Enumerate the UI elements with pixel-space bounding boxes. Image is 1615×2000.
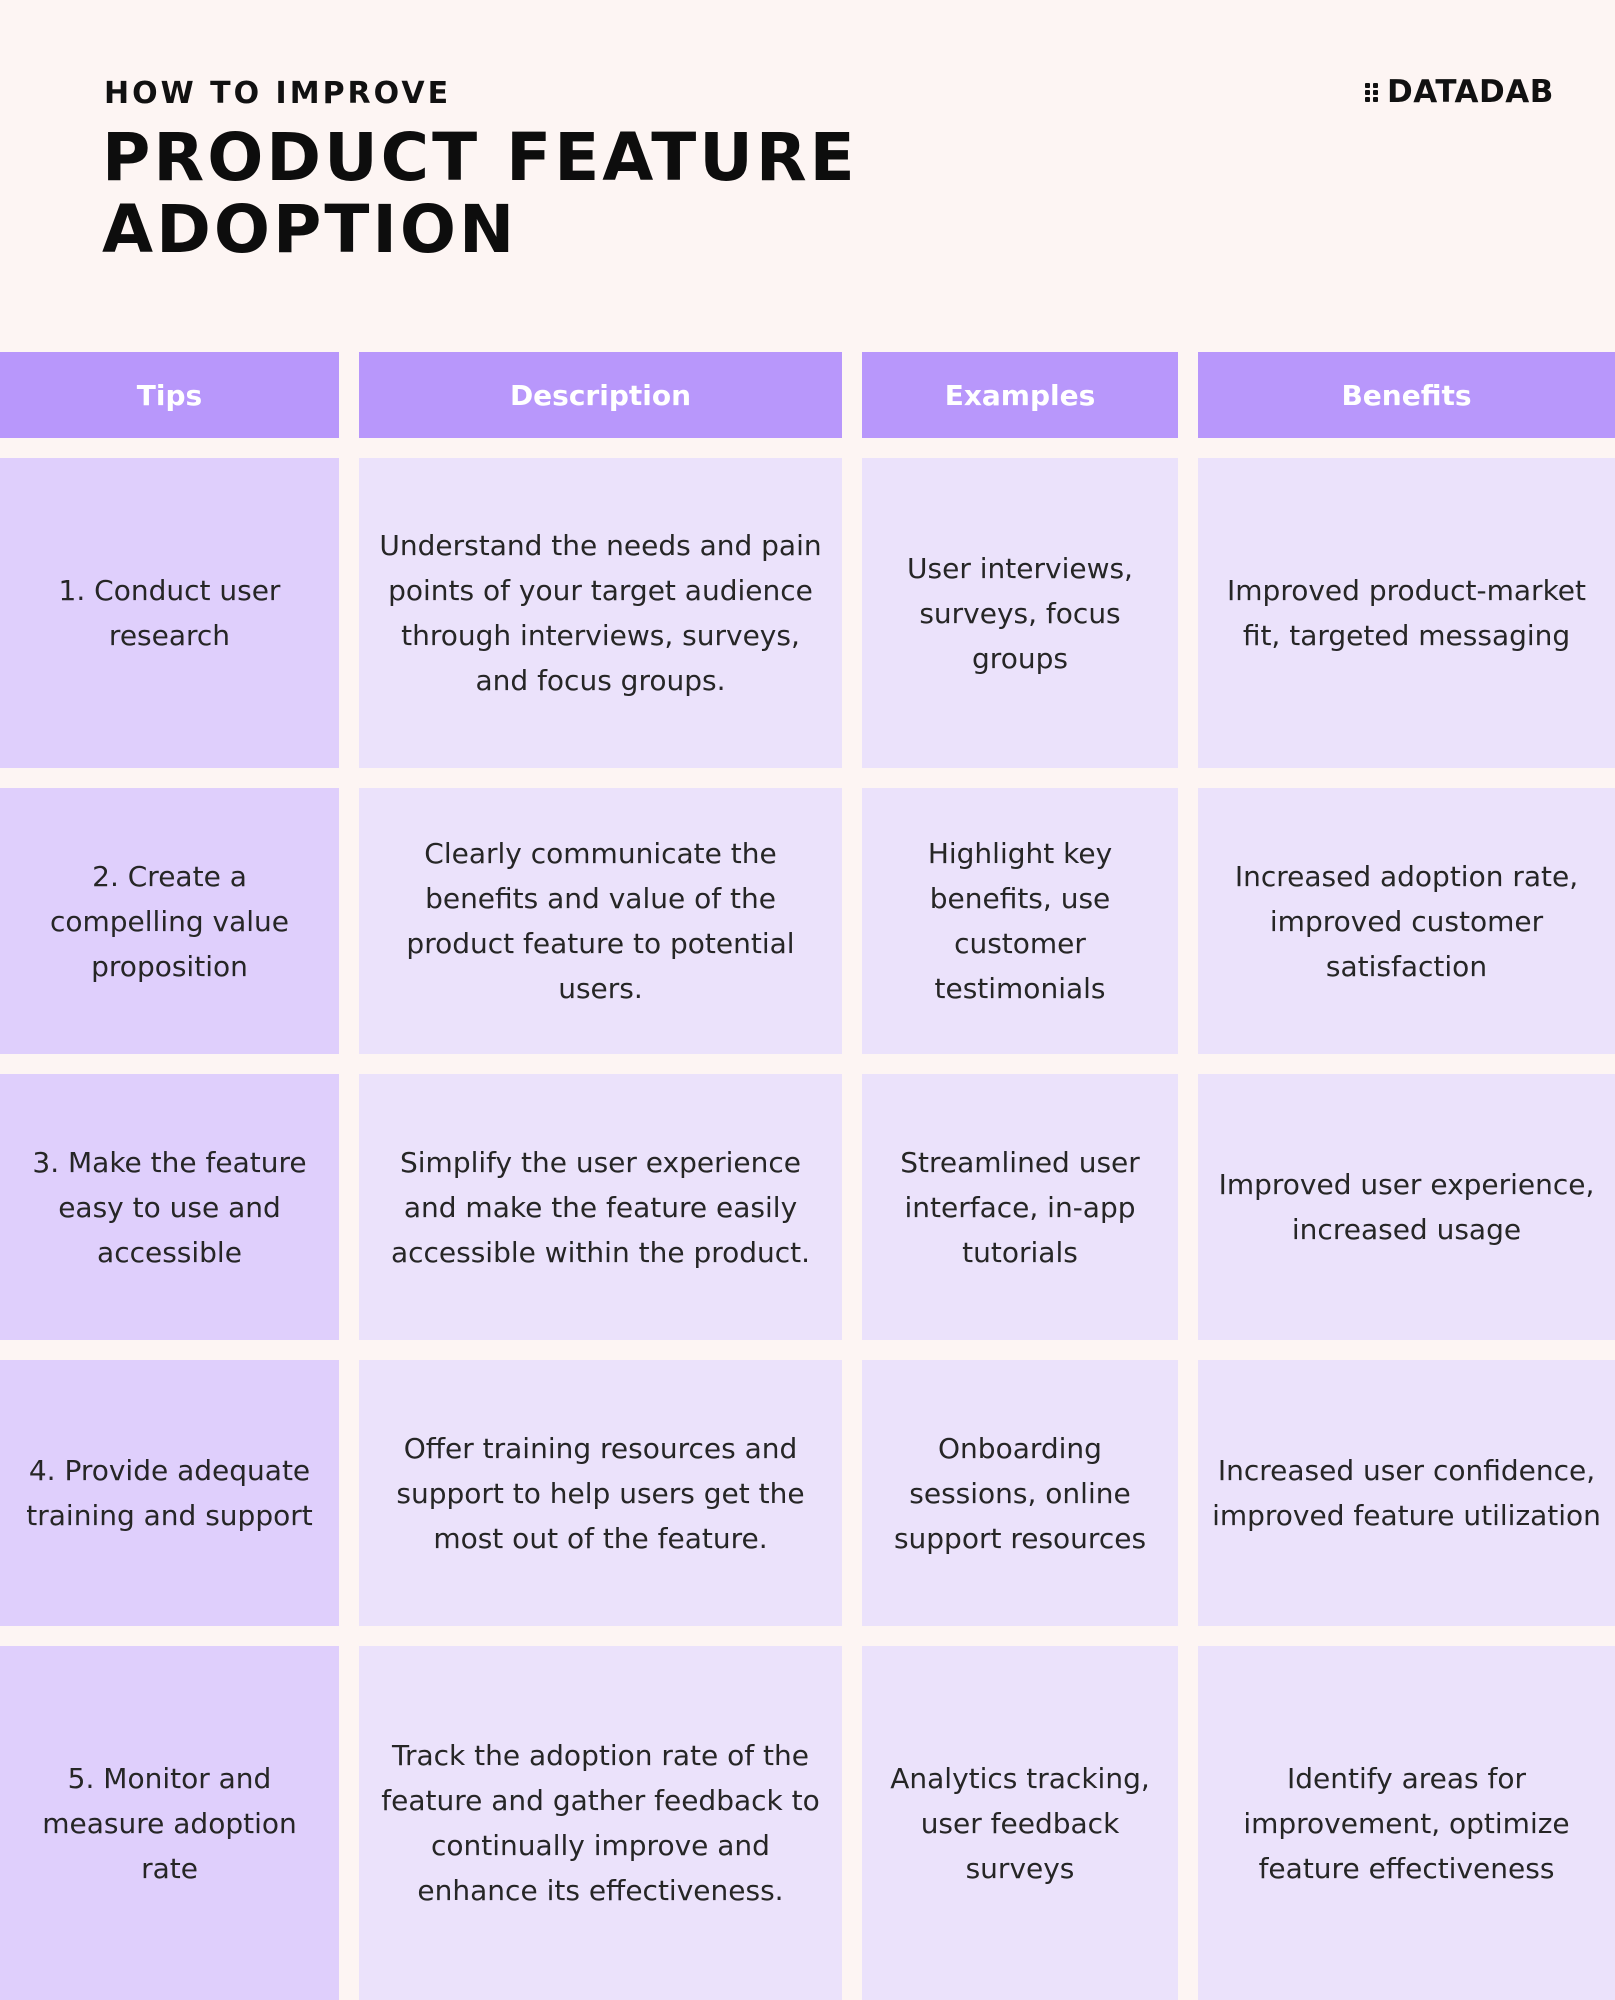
- table-cell-benefits-row-5: Identify areas for improvement, optimize feature effectiveness: [1198, 1646, 1615, 2000]
- table-cell-description-row-3: Simplify the user experience and make the feature easily accessible within the product.: [359, 1074, 842, 1340]
- table-cell-tips-row-4: 4. Provide adequate training and support: [0, 1360, 339, 1626]
- brand-name: DATADAB: [1387, 74, 1554, 110]
- page-title: [102, 119, 1002, 268]
- table-cell-examples-row-2: Highlight key benefits, use customer testimonials: [862, 788, 1178, 1054]
- table-cell-tips-row-3: 3. Make the feature easy to use and accessible: [0, 1074, 339, 1340]
- title-line-2: ADOPTION: [102, 191, 518, 268]
- table-cell-benefits-row-2: Increased adoption rate, improved customer satisfaction: [1198, 788, 1615, 1054]
- table-cell-examples-row-4: Onboarding sessions, online support resources: [862, 1360, 1178, 1626]
- table-cell-benefits-row-1: Improved product-market fit, targeted messaging: [1198, 458, 1615, 768]
- table-cell-benefits-row-3: Improved user experience, increased usage: [1198, 1074, 1615, 1340]
- table-cell-examples-row-3: Streamlined user interface, in-app tutorials: [862, 1074, 1178, 1340]
- page-eyebrow: HOW TO IMPROVE: [104, 76, 452, 111]
- brand-logo: [1365, 74, 1554, 110]
- column-header-benefits: Benefits: [1198, 352, 1615, 438]
- column-header-tips: Tips: [0, 352, 339, 438]
- title-line-1: PRODUCT FEATURE: [102, 119, 858, 196]
- table-cell-description-row-5: Track the adoption rate of the feature and gather feedback to continually improve and enhance its effectiveness.: [359, 1646, 842, 2000]
- table-cell-benefits-row-4: Increased user confidence, improved feature utilization: [1198, 1360, 1615, 1626]
- table-cell-description-row-2: Clearly communicate the benefits and value of the product feature to potential users.: [359, 788, 842, 1054]
- column-header-description: Description: [359, 352, 842, 438]
- table-cell-description-row-4: Offer training resources and support to help users get the most out of the feature.: [359, 1360, 842, 1626]
- brand-dots-icon: [1365, 81, 1381, 103]
- table-cell-examples-row-1: User interviews, surveys, focus groups: [862, 458, 1178, 768]
- column-header-examples: Examples: [862, 352, 1178, 438]
- table-cell-examples-row-5: Analytics tracking, user feedback surveys: [862, 1646, 1178, 2000]
- table-cell-tips-row-5: 5. Monitor and measure adoption rate: [0, 1646, 339, 2000]
- table-cell-description-row-1: Understand the needs and pain points of your target audience through interviews, surveys, and focus groups.: [359, 458, 842, 768]
- table-cell-tips-row-1: 1. Conduct user research: [0, 458, 339, 768]
- table-cell-tips-row-2: 2. Create a compelling value proposition: [0, 788, 339, 1054]
